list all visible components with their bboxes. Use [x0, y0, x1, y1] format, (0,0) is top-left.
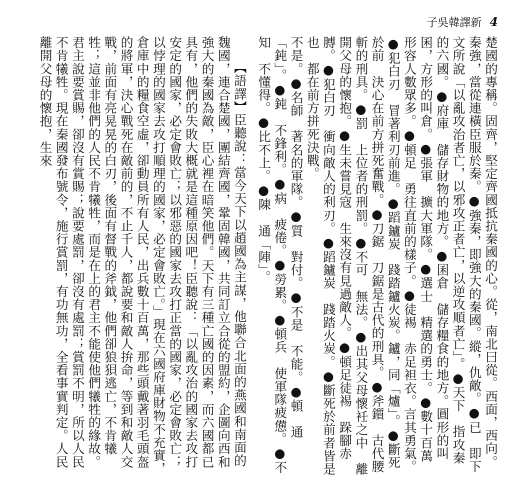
annotation-text: 楚國的專稱。固齊，堅定齊國抵抗秦國的心。從，南北曰從。西面，西向。秦強，當從連橫臣服於秦。●強秦，即強大的秦國。縱，仇敵。●已 即下文所說「以亂攻治者亡，以邪攻正者亡，以逆攻順者亡」。●天下 指攻秦的六國。●府庫 儲存財物的地方。●囷倉 儲存糧食的地方。圓形的叫囷，方形的叫倉。●張軍 擴大軍隊。●選士 精選的勇士。●數十百萬 形容人數眾多。●頓足 勇往直前的樣子。●徒裼 赤足袒衣。言其勇氣。●犯白刃 冒著利刃前進。●蹈鑪炭 踐踏鑪火炭。鑪，同「爐」。●斷死於前 決心在前方拼死奮戰。●刀鋸 刀鋸是古代的刑具。●斧鑕 古代腰斬的刑具。●罰 上位者的刑罰。●不可 無法。●出其父母懷衽之中 離開父母的懷抱。●生未嘗見寇 生來沒有見過敵人。●頓足徒裼 跺腳赤膊。●犯白刃 衝向敵人的利刃。●蹈鑪炭 踐踏火炭。●斷死於前者皆是也 都在前方拼死決戰。 — [304, 36, 498, 476]
vertical-text-body — [28, 36, 498, 476]
running-header — [427, 14, 498, 30]
paragraph-spacer — [247, 36, 255, 476]
annotation-continuation — [255, 36, 304, 476]
translation-paragraph — [36, 36, 247, 476]
annotation-paragraph — [304, 36, 498, 476]
annotation-text-2: 不是。●名師 著名的軍隊。●質 對付。●不是 不能。●頓 通「鈍」。●鈍 不鋒利。●病 疲倦。●勞累。●頓兵 使軍隊疲憊。●不知 不懂得。●比不上。●陳 通「陣」。 — [256, 36, 304, 474]
page-number: 4 — [489, 15, 498, 29]
book-title: 子吳韓譯新 — [426, 16, 482, 29]
translation-text: 【語譯】臣聽說：當今天下以趙國為主謀，他聯合北面的燕國和南面的魏國，連合楚國，團結齊國，鞏固韓國，共同訂立合從的盟約，企圖向西和強大的秦國為敵，臣心裡在暗笑他們。天下有三種亡國的因素，而六國都已具有，他們的失敗大概就是這種原因吧！臣聽說：「以亂攻治的國家去攻打安定的國家，必定會敗亡；以邪惡的國家去攻打正當的國家，必定會敗亡；以悖理的國家去攻打順理的國家，必定會敗亡。」現在六國府庫財物不充實，倉庫中的糧食空虛，卻動員所有人民，出兵數十百萬，那些頭戴著羽毛頭盔的將軍，決心戰死在敵前的，不止千人，都說要和敵人拚命，等到和敵人交戰，前面有亮晃晃的白刃，後面有督戰的斧鉞，他們卻狼狽逃亡，不肯犧牲；這並非他們的人民不肯犧牲，而是在上的君主不能使他們犧牲的緣故。君主說要賞賜，卻沒有賞賜；說要處罰，卻沒有處罰；賞罰不明，所以人民不肯犧牲。現在秦國發布號令，施行賞罰，有功無功，全看事實判定。人民離開父母的懷抱，生來 — [37, 36, 247, 476]
